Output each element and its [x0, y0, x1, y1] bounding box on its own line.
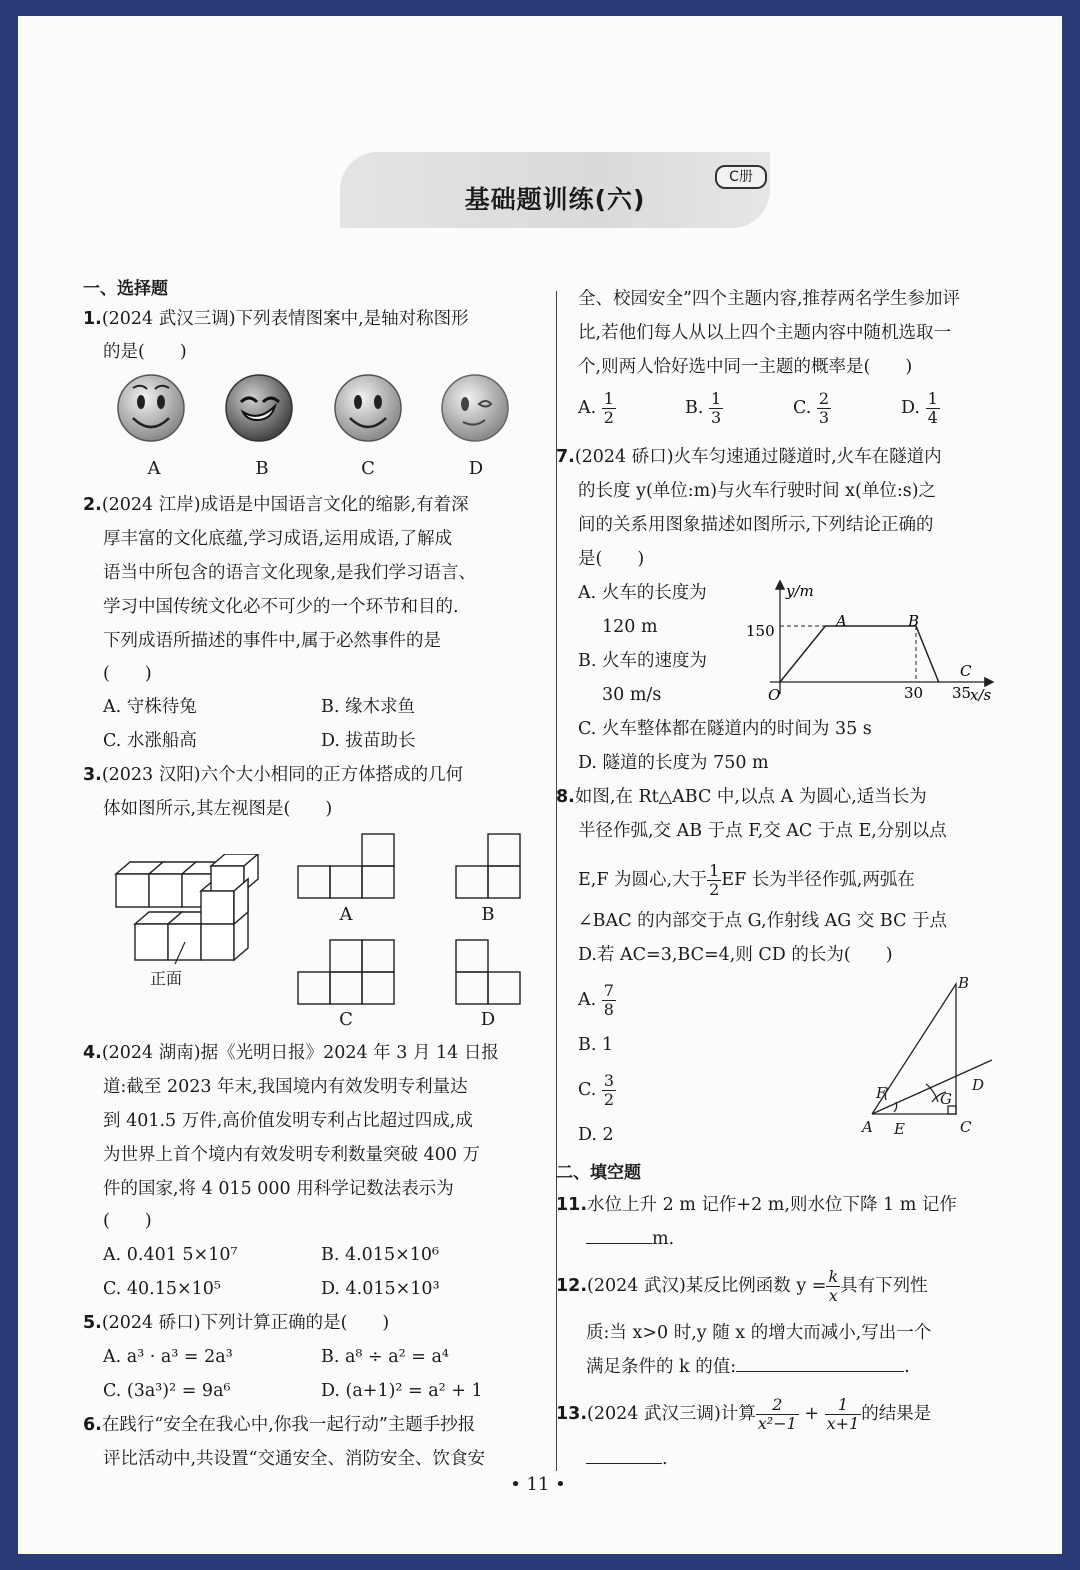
- q8-option-d: D. 2: [578, 1125, 614, 1145]
- page: [18, 16, 1062, 1554]
- q8-line5: D.若 AC=3,BC=4,则 CD 的长为( ): [578, 945, 893, 965]
- q7-option-c: C. 火车整体都在隧道内的时间为 35 s: [578, 719, 872, 739]
- q7-option-b-2: 30 m/s: [602, 685, 662, 705]
- q3-view-b: [456, 834, 520, 898]
- q7-point-a-label: A: [836, 612, 847, 630]
- q12-line2: 质:当 x>0 时,y 随 x 的增大而减小,写出一个: [586, 1323, 932, 1343]
- q4-line2: 道:截至 2023 年末,我国境内有效发明专利量达: [103, 1077, 468, 1097]
- q8-label-c: C: [960, 1118, 972, 1136]
- emoji-a-icon: [118, 375, 184, 441]
- q13-line1: 13.(2024 武汉三调)计算 $\frac{2}{\text{x²−1}}$ + $\frac{1}{x+1}$ 的结果是: [556, 1395, 932, 1433]
- section-fill-heading: 二、填空题: [556, 1163, 641, 1183]
- q4-option-d: D. 4.015×10³: [321, 1279, 440, 1299]
- q3-front-label: 正面: [150, 969, 183, 988]
- q7-series-line: [780, 626, 939, 682]
- q6-option-d: D. $\frac{1}{4}$: [901, 389, 938, 427]
- q4-line4: 为世界上首个境内有效发明专利数量突破 400 万: [103, 1145, 481, 1165]
- q6-line1: 6.在践行“安全在我心中,你我一起行动”主题手抄报: [83, 1415, 476, 1435]
- q3-view-d: [456, 940, 520, 1004]
- q4-option-c: C. 40.15×10⁵: [103, 1279, 221, 1299]
- q3-solid-figure-full: [113, 854, 273, 994]
- q3-label-a: A: [339, 904, 353, 925]
- q2-option-c: C. 水涨船高: [103, 731, 197, 751]
- q3-label-b: B: [481, 904, 495, 925]
- q7-line4: 是( ): [578, 549, 645, 569]
- q11-answer-blank[interactable]: [586, 1243, 652, 1244]
- q2-option-b: B. 缘木求鱼: [321, 697, 415, 717]
- q2-line4: 学习中国传统文化必不可少的一个环节和目的.: [103, 597, 459, 617]
- page-title: 基础题训练(六): [464, 185, 646, 214]
- q8-label-g: G: [940, 1090, 952, 1108]
- q2-line2: 厚丰富的文化底蕴,学习成语,运用成语,了解成: [103, 529, 453, 549]
- emoji-b-icon: [226, 375, 292, 441]
- q4-option-a: A. 0.401 5×10⁷: [103, 1245, 238, 1265]
- page-number: • 11 •: [510, 1474, 566, 1495]
- q7-y-tick-label: 150: [746, 622, 775, 640]
- q8-line3: E,F 为圆心,大于 $\frac{1}{2}$ EF 长为半径作弧,两弧在: [578, 861, 915, 899]
- q8-option-c: C. $\frac{3}{2}$: [578, 1071, 615, 1109]
- q8-label-f: F: [876, 1084, 887, 1102]
- q7-option-a-2: 120 m: [602, 617, 658, 637]
- q7-graph: [730, 576, 1000, 706]
- q4-line1: 4.(2024 湖南)据《光明日报》2024 年 3 月 14 日报: [83, 1043, 499, 1063]
- q1-label-c: C: [361, 458, 375, 479]
- q6-option-b: B. $\frac{1}{3}$: [685, 389, 722, 427]
- title-banner: [340, 152, 770, 228]
- q2-line6: ( ): [103, 664, 152, 684]
- q13-answer-blank[interactable]: [586, 1463, 662, 1464]
- q8-label-d: D: [972, 1076, 985, 1094]
- q8-line1: 8.如图,在 Rt△ABC 中,以点 A 为圆心,适当长为: [556, 787, 927, 807]
- q3-label-d: D: [480, 1009, 496, 1030]
- q4-line6: ( ): [103, 1211, 152, 1231]
- q5-option-a: A. a³ · a³ = 2a³: [103, 1347, 233, 1367]
- q7-origin-label: O: [768, 686, 781, 704]
- q1-label-a: A: [147, 458, 161, 479]
- q8-label-e: E: [894, 1120, 905, 1136]
- q8-label-b: B: [958, 974, 970, 992]
- q1-emoji-figures: [113, 372, 513, 452]
- q3-label-c: C: [339, 1009, 353, 1030]
- q2-line3: 语当中所包含的语言文化现象,是我们学习语言、: [103, 563, 477, 583]
- q8-line4: ∠BAC 的内部交于点 G,作射线 AG 交 BC 于点: [578, 911, 948, 931]
- q2-option-a: A. 守株待兔: [103, 697, 197, 717]
- q7-point-c-label: C: [960, 662, 972, 680]
- q3-view-a: [298, 834, 394, 898]
- q3-line2: 体如图所示,其左视图是( ): [103, 799, 333, 819]
- q7-line2: 的长度 y(单位:m)与火车行驶时间 x(单位:s)之: [578, 481, 937, 501]
- q6-option-c: C. $\frac{2}{3}$: [793, 389, 830, 427]
- q6-option-a: A. $\frac{1}{2}$: [578, 389, 614, 427]
- q12-line1: 12.(2024 武汉)某反比例函数 y = $\frac{k}{x}$ 具有下列性: [556, 1267, 928, 1305]
- emoji-d-icon: [442, 375, 508, 441]
- q7-option-a-1: A. 火车的长度为: [578, 583, 707, 603]
- q2-option-d: D. 拔苗助长: [321, 731, 416, 751]
- q3-line1: 3.(2023 汉阳)六个大小相同的正方体搭成的几何: [83, 765, 464, 785]
- q1-line1: 1.(2024 武汉三调)下列表情图案中,是轴对称图形: [83, 309, 469, 329]
- q2-line1: 2.(2024 江岸)成语是中国语言文化的缩影,有着深: [83, 495, 469, 515]
- q11-line1: 11.水位上升 2 m 记作+2 m,则水位下降 1 m 记作: [556, 1195, 957, 1215]
- q7-line3: 间的关系用图象描述如图所示,下列结论正确的: [578, 515, 934, 535]
- q1-label-b: B: [255, 458, 269, 479]
- q7-line1: 7.(2024 硚口)火车匀速通过隧道时,火车在隧道内: [556, 447, 942, 467]
- q7-x-tick-35: 35: [952, 684, 972, 702]
- q5-line1: 5.(2024 硚口)下列计算正确的是( ): [83, 1313, 390, 1333]
- q4-line5: 件的国家,将 4 015 000 用科学记数法表示为: [103, 1179, 454, 1199]
- q7-point-b-label: B: [908, 612, 920, 630]
- emoji-c-icon: [335, 375, 401, 441]
- q3-view-c: [298, 940, 394, 1004]
- q6-line3: 全、校园安全”四个主题内容,推荐两名学生参加评: [578, 289, 961, 309]
- q6-line2: 评比活动中,共设置“交通安全、消防安全、饮食安: [103, 1449, 486, 1469]
- q8-triangle-figure: [860, 966, 1000, 1136]
- section-choice-heading: 一、选择题: [83, 279, 168, 299]
- q7-x-tick-30: 30: [904, 684, 924, 702]
- q5-option-b: B. a⁸ ÷ a² = a⁴: [321, 1347, 449, 1367]
- q6-line4: 比,若他们每人从以上四个主题内容中随机选取一: [578, 323, 952, 343]
- q4-line3: 到 401.5 万件,高价值发明专利占比超过四成,成: [103, 1111, 473, 1131]
- book-tag: C册: [715, 165, 767, 189]
- q5-option-c: C. (3a³)² = 9a⁶: [103, 1381, 231, 1401]
- q8-line2: 半径作弧,交 AB 于点 F,交 AC 于点 E,分别以点: [578, 821, 947, 841]
- q12-line3: 满足条件的 k 的值: .: [586, 1357, 910, 1377]
- q8-option-b: B. 1: [578, 1035, 614, 1055]
- q4-option-b: B. 4.015×10⁶: [321, 1245, 440, 1265]
- q2-line5: 下列成语所描述的事件中,属于必然事件的是: [103, 631, 442, 651]
- q7-option-b-1: B. 火车的速度为: [578, 651, 707, 671]
- q8-label-a: A: [862, 1118, 873, 1136]
- q7-option-d: D. 隧道的长度为 750 m: [578, 753, 769, 773]
- q11-line2: m.: [586, 1228, 674, 1250]
- q13-line2: .: [586, 1448, 668, 1470]
- q5-option-d: D. (a+1)² = a² + 1: [321, 1381, 483, 1401]
- q1-label-d: D: [468, 458, 484, 479]
- q6-line5: 个,则两人恰好选中同一主题的概率是( ): [578, 357, 913, 377]
- q7-x-label: x/s: [970, 686, 992, 704]
- q7-y-label: y/m: [786, 582, 814, 600]
- q8-option-a: A. $\frac{7}{8}$: [578, 981, 614, 1019]
- q1-line2: 的是( ): [103, 342, 187, 362]
- q12-answer-blank[interactable]: [736, 1371, 904, 1372]
